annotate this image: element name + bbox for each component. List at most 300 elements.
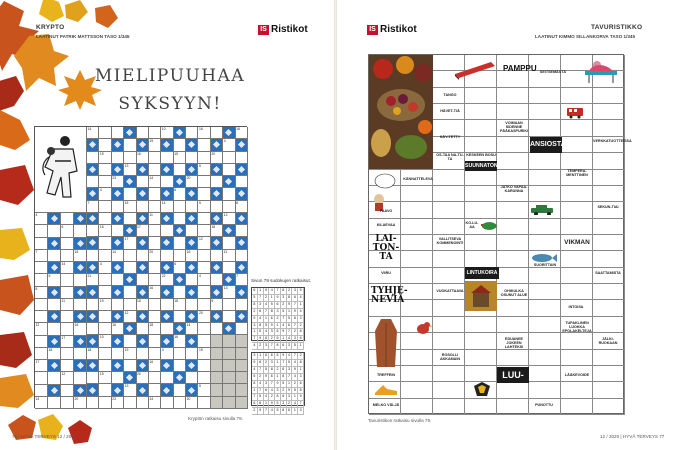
crossword-cell[interactable] — [124, 262, 136, 274]
tavuristikko-cell[interactable] — [401, 235, 433, 251]
tavuristikko-cell[interactable] — [529, 317, 561, 333]
crossword-cell[interactable] — [61, 311, 74, 323]
crossword-cell[interactable] — [186, 152, 198, 164]
tavuristikko-cell[interactable] — [433, 366, 465, 382]
crossword-cell[interactable] — [149, 274, 161, 286]
tavuristikko-cell[interactable] — [401, 186, 433, 202]
tavuristikko-cell[interactable] — [401, 219, 433, 235]
crossword-cell[interactable] — [87, 225, 99, 237]
crossword-cell[interactable] — [211, 176, 223, 188]
tavuristikko-cell[interactable] — [497, 350, 529, 366]
crossword-cell[interactable] — [35, 299, 48, 311]
tavuristikko-cell[interactable] — [497, 382, 529, 398]
crossword-cell[interactable] — [87, 323, 99, 335]
tavuristikko-cell[interactable] — [497, 153, 529, 169]
crossword-cell[interactable] — [112, 323, 124, 335]
crossword-cell[interactable] — [223, 262, 235, 274]
tavuristikko-cell[interactable] — [497, 268, 529, 284]
crossword-cell[interactable] — [186, 250, 198, 262]
crossword-cell[interactable] — [236, 152, 248, 164]
tavuristikko-cell[interactable] — [561, 186, 593, 202]
tavuristikko-cell[interactable] — [529, 88, 561, 104]
crossword-cell[interactable] — [99, 213, 111, 225]
crossword-cell[interactable] — [99, 176, 111, 188]
crossword-cell[interactable] — [87, 372, 99, 384]
tavuristikko-cell[interactable] — [529, 300, 561, 316]
tavuristikko-cell[interactable] — [497, 219, 529, 235]
crossword-cell[interactable] — [174, 384, 186, 396]
crossword-cell[interactable] — [223, 286, 235, 298]
crossword-cell[interactable] — [99, 311, 111, 323]
crossword-cell[interactable] — [149, 311, 161, 323]
crossword-cell[interactable] — [198, 372, 210, 384]
tavuristikko-cell[interactable] — [433, 268, 465, 284]
crossword-cell[interactable] — [87, 274, 99, 286]
crossword-cell[interactable] — [124, 348, 136, 360]
crossword-cell[interactable] — [223, 188, 235, 200]
tavuristikko-cell[interactable] — [529, 153, 561, 169]
crossword-cell[interactable] — [149, 152, 161, 164]
crossword-cell[interactable] — [186, 127, 198, 139]
crossword-cell[interactable] — [74, 323, 87, 335]
crossword-cell[interactable] — [61, 213, 74, 225]
crossword-cell[interactable] — [112, 127, 124, 139]
crossword-cell[interactable] — [223, 250, 235, 262]
crossword-cell[interactable] — [87, 250, 99, 262]
crossword-cell[interactable] — [174, 397, 186, 409]
crossword-cell[interactable] — [149, 335, 161, 347]
crossword-cell[interactable] — [161, 176, 173, 188]
crossword-cell[interactable] — [236, 299, 248, 311]
tavuristikko-cell[interactable] — [433, 186, 465, 202]
crossword-cell[interactable] — [99, 164, 111, 176]
crossword-cell[interactable] — [137, 397, 149, 409]
tavuristikko-cell[interactable] — [465, 104, 497, 120]
crossword-cell[interactable] — [198, 237, 210, 249]
tavuristikko-cell[interactable] — [593, 366, 625, 382]
crossword-cell[interactable] — [198, 188, 210, 200]
crossword-cell[interactable] — [112, 348, 124, 360]
crossword-cell[interactable] — [186, 176, 198, 188]
crossword-cell[interactable] — [124, 311, 136, 323]
crossword-cell[interactable] — [61, 348, 74, 360]
crossword-cell[interactable] — [161, 152, 173, 164]
crossword-cell[interactable] — [223, 237, 235, 249]
crossword-cell[interactable] — [35, 238, 48, 250]
tavuristikko-cell[interactable] — [433, 251, 465, 267]
tavuristikko-cell[interactable] — [529, 219, 561, 235]
crossword-cell[interactable] — [87, 348, 99, 360]
tavuristikko-cell[interactable] — [497, 399, 529, 415]
crossword-cell[interactable] — [174, 201, 186, 213]
crossword-cell[interactable] — [211, 225, 223, 237]
crossword-cell[interactable] — [99, 201, 111, 213]
crossword-cell[interactable] — [161, 323, 173, 335]
tavuristikko-cell[interactable] — [401, 202, 433, 218]
tavuristikko-cell[interactable] — [465, 333, 497, 349]
crossword-cell[interactable] — [174, 152, 186, 164]
crossword-cell[interactable] — [149, 213, 161, 225]
tavuristikko-cell[interactable] — [561, 202, 593, 218]
tavuristikko-cell[interactable] — [465, 366, 497, 382]
crossword-cell[interactable] — [149, 176, 161, 188]
crossword-cell[interactable] — [124, 250, 136, 262]
crossword-cell[interactable] — [161, 299, 173, 311]
tavuristikko-cell[interactable] — [593, 350, 625, 366]
tavuristikko-cell[interactable] — [401, 251, 433, 267]
crossword-cell[interactable] — [112, 372, 124, 384]
crossword-cell[interactable] — [99, 360, 111, 372]
tavuristikko-cell[interactable] — [529, 284, 561, 300]
tavuristikko-cell[interactable] — [497, 71, 529, 87]
crossword-cell[interactable] — [198, 250, 210, 262]
crossword-cell[interactable] — [35, 274, 48, 286]
tavuristikko-cell[interactable] — [433, 137, 465, 153]
tavuristikko-cell[interactable] — [593, 170, 625, 186]
crossword-cell[interactable] — [48, 250, 61, 262]
crossword-cell[interactable] — [137, 176, 149, 188]
crossword-cell[interactable] — [137, 201, 149, 213]
crossword-cell[interactable] — [112, 397, 124, 409]
crossword-cell[interactable] — [99, 274, 111, 286]
crossword-cell[interactable] — [149, 237, 161, 249]
crossword-cell[interactable] — [174, 139, 186, 151]
crossword-cell[interactable] — [87, 397, 99, 409]
tavuristikko-cell[interactable] — [465, 202, 497, 218]
crossword-cell[interactable] — [124, 213, 136, 225]
tavuristikko-cell[interactable] — [593, 219, 625, 235]
tavuristikko-cell[interactable] — [497, 104, 529, 120]
crossword-cell[interactable] — [198, 152, 210, 164]
crossword-cell[interactable] — [99, 225, 111, 237]
crossword-cell[interactable] — [112, 225, 124, 237]
crossword-cell[interactable] — [124, 397, 136, 409]
crossword-cell[interactable] — [35, 262, 48, 274]
tavuristikko-cell[interactable] — [497, 170, 529, 186]
tavuristikko-cell[interactable] — [497, 317, 529, 333]
tavuristikko-cell[interactable] — [465, 350, 497, 366]
crossword-cell[interactable] — [61, 238, 74, 250]
crossword-cell[interactable] — [161, 274, 173, 286]
crossword-cell[interactable] — [211, 299, 223, 311]
crossword-cell[interactable] — [87, 127, 99, 139]
crossword-cell[interactable] — [35, 336, 48, 348]
crossword-cell[interactable] — [174, 250, 186, 262]
crossword-cell[interactable] — [137, 299, 149, 311]
crossword-cell[interactable] — [35, 250, 48, 262]
tavuristikko-cell[interactable] — [529, 170, 561, 186]
crossword-cell[interactable] — [99, 286, 111, 298]
tavuristikko-cell[interactable] — [433, 317, 465, 333]
crossword-cell[interactable] — [99, 397, 111, 409]
tavuristikko-cell[interactable] — [593, 153, 625, 169]
crossword-cell[interactable] — [174, 360, 186, 372]
crossword-cell[interactable] — [174, 164, 186, 176]
crossword-cell[interactable] — [198, 323, 210, 335]
crossword-cell[interactable] — [198, 384, 210, 396]
crossword-cell[interactable] — [236, 323, 248, 335]
crossword-cell[interactable] — [149, 360, 161, 372]
crossword-cell[interactable] — [124, 299, 136, 311]
crossword-cell[interactable] — [161, 372, 173, 384]
crossword-cell[interactable] — [112, 250, 124, 262]
crossword-cell[interactable] — [112, 152, 124, 164]
crossword-cell[interactable] — [35, 311, 48, 323]
crossword-cell[interactable] — [124, 201, 136, 213]
crossword-cell[interactable] — [174, 262, 186, 274]
crossword-cell[interactable] — [149, 201, 161, 213]
crossword-cell[interactable] — [198, 348, 210, 360]
tavuristikko-cell[interactable] — [401, 399, 433, 415]
crossword-cell[interactable] — [35, 372, 48, 384]
crossword-cell[interactable] — [149, 262, 161, 274]
tavuristikko-cell[interactable] — [561, 219, 593, 235]
tavuristikko-cell[interactable] — [465, 235, 497, 251]
crossword-cell[interactable] — [87, 201, 99, 213]
crossword-cell[interactable] — [186, 372, 198, 384]
crossword-cell[interactable] — [35, 397, 48, 409]
tavuristikko-cell[interactable] — [497, 235, 529, 251]
crossword-cell[interactable] — [223, 164, 235, 176]
crossword-cell[interactable] — [198, 299, 210, 311]
crossword-cell[interactable] — [74, 372, 87, 384]
crossword-cell[interactable] — [112, 201, 124, 213]
crossword-cell[interactable] — [99, 372, 111, 384]
crossword-cell[interactable] — [61, 262, 74, 274]
tavuristikko-cell[interactable] — [465, 317, 497, 333]
tavuristikko-cell[interactable] — [593, 300, 625, 316]
crossword-cell[interactable] — [236, 176, 248, 188]
crossword-cell[interactable] — [161, 250, 173, 262]
tavuristikko-cell[interactable] — [497, 251, 529, 267]
crossword-cell[interactable] — [223, 213, 235, 225]
crossword-cell[interactable] — [61, 287, 74, 299]
tavuristikko-cell[interactable] — [561, 120, 593, 136]
tavuristikko-cell[interactable] — [593, 399, 625, 415]
crossword-cell[interactable] — [161, 397, 173, 409]
crossword-cell[interactable] — [186, 299, 198, 311]
crossword-cell[interactable] — [124, 188, 136, 200]
crossword-cell[interactable] — [198, 176, 210, 188]
crossword-cell[interactable] — [149, 286, 161, 298]
tavuristikko-cell[interactable] — [433, 170, 465, 186]
crossword-cell[interactable] — [74, 250, 87, 262]
crossword-cell[interactable] — [223, 152, 235, 164]
crossword-cell[interactable] — [99, 323, 111, 335]
crossword-cell[interactable] — [99, 299, 111, 311]
tavuristikko-cell[interactable] — [401, 268, 433, 284]
crossword-cell[interactable] — [198, 274, 210, 286]
crossword-cell[interactable] — [48, 299, 61, 311]
crossword-cell[interactable] — [87, 152, 99, 164]
crossword-cell[interactable] — [35, 385, 48, 397]
crossword-cell[interactable] — [99, 237, 111, 249]
crossword-cell[interactable] — [186, 397, 198, 409]
crossword-cell[interactable] — [61, 299, 74, 311]
crossword-cell[interactable] — [61, 372, 74, 384]
tavuristikko-cell[interactable] — [465, 88, 497, 104]
crossword-cell[interactable] — [198, 311, 210, 323]
crossword-cell[interactable] — [61, 360, 74, 372]
crossword-cell[interactable] — [174, 311, 186, 323]
crossword-cell[interactable] — [35, 323, 48, 335]
crossword-cell[interactable] — [112, 176, 124, 188]
crossword-cell[interactable] — [124, 335, 136, 347]
crossword-cell[interactable] — [174, 286, 186, 298]
tavuristikko-cell[interactable] — [497, 88, 529, 104]
crossword-cell[interactable] — [35, 360, 48, 372]
crossword-cell[interactable] — [124, 286, 136, 298]
crossword-cell[interactable] — [149, 384, 161, 396]
tavuristikko-cell[interactable] — [433, 202, 465, 218]
crossword-cell[interactable] — [99, 262, 111, 274]
crossword-cell[interactable] — [124, 237, 136, 249]
crossword-cell[interactable] — [74, 397, 87, 409]
crossword-cell[interactable] — [211, 323, 223, 335]
tavuristikko-cell[interactable] — [593, 235, 625, 251]
crossword-cell[interactable] — [149, 299, 161, 311]
tavuristikko-cell[interactable] — [433, 300, 465, 316]
tavuristikko-cell[interactable] — [529, 120, 561, 136]
crossword-cell[interactable] — [74, 299, 87, 311]
crossword-cell[interactable] — [48, 372, 61, 384]
crossword-cell[interactable] — [61, 225, 74, 237]
crossword-cell[interactable] — [99, 127, 111, 139]
crossword-cell[interactable] — [223, 139, 235, 151]
crossword-cell[interactable] — [61, 274, 74, 286]
crossword-cell[interactable] — [61, 250, 74, 262]
crossword-cell[interactable] — [99, 250, 111, 262]
tavuristikko-cell[interactable] — [529, 382, 561, 398]
crossword-cell[interactable] — [236, 274, 248, 286]
crossword-cell[interactable] — [124, 384, 136, 396]
crossword-cell[interactable] — [186, 225, 198, 237]
crossword-cell[interactable] — [198, 360, 210, 372]
crossword-cell[interactable] — [174, 299, 186, 311]
crossword-cell[interactable] — [137, 372, 149, 384]
tavuristikko-cell[interactable] — [593, 382, 625, 398]
crossword-cell[interactable] — [137, 274, 149, 286]
tavuristikko-cell[interactable] — [593, 284, 625, 300]
crossword-cell[interactable] — [149, 250, 161, 262]
crossword-cell[interactable] — [198, 201, 210, 213]
crossword-cell[interactable] — [99, 348, 111, 360]
crossword-cell[interactable] — [149, 188, 161, 200]
crossword-cell[interactable] — [174, 237, 186, 249]
tavuristikko-cell[interactable] — [529, 235, 561, 251]
crossword-cell[interactable] — [35, 348, 48, 360]
crossword-cell[interactable] — [99, 384, 111, 396]
crossword-cell[interactable] — [211, 127, 223, 139]
crossword-cell[interactable] — [149, 127, 161, 139]
tavuristikko-cell[interactable] — [593, 88, 625, 104]
tavuristikko-cell[interactable] — [561, 399, 593, 415]
crossword-cell[interactable] — [161, 225, 173, 237]
crossword-cell[interactable] — [211, 274, 223, 286]
tavuristikko-cell[interactable] — [593, 120, 625, 136]
crossword-cell[interactable] — [149, 397, 161, 409]
tavuristikko-cell[interactable] — [561, 137, 593, 153]
crossword-cell[interactable] — [198, 286, 210, 298]
crossword-cell[interactable] — [198, 164, 210, 176]
crossword-cell[interactable] — [174, 335, 186, 347]
tavuristikko-cell[interactable] — [529, 268, 561, 284]
crossword-cell[interactable] — [186, 201, 198, 213]
crossword-cell[interactable] — [174, 348, 186, 360]
crossword-cell[interactable] — [149, 323, 161, 335]
tavuristikko-cell[interactable] — [401, 350, 433, 366]
tavuristikko-cell[interactable] — [497, 137, 529, 153]
tavuristikko-cell[interactable] — [529, 350, 561, 366]
crossword-cell[interactable] — [99, 152, 111, 164]
crossword-cell[interactable] — [48, 225, 61, 237]
tavuristikko-cell[interactable] — [465, 120, 497, 136]
crossword-cell[interactable] — [236, 127, 248, 139]
crossword-cell[interactable] — [198, 335, 210, 347]
crossword-cell[interactable] — [174, 188, 186, 200]
crossword-cell[interactable] — [211, 250, 223, 262]
crossword-cell[interactable] — [137, 323, 149, 335]
crossword-cell[interactable] — [87, 299, 99, 311]
crossword-cell[interactable] — [61, 385, 74, 397]
tavuristikko-cell[interactable] — [465, 170, 497, 186]
crossword-cell[interactable] — [35, 225, 48, 237]
crossword-cell[interactable] — [198, 213, 210, 225]
crossword-cell[interactable] — [48, 323, 61, 335]
crossword-cell[interactable] — [137, 152, 149, 164]
crossword-cell[interactable] — [112, 274, 124, 286]
crossword-cell[interactable] — [124, 139, 136, 151]
crossword-cell[interactable] — [161, 348, 173, 360]
crossword-cell[interactable] — [236, 201, 248, 213]
crossword-cell[interactable] — [137, 225, 149, 237]
tavuristikko-cell[interactable] — [593, 186, 625, 202]
crossword-cell[interactable] — [124, 164, 136, 176]
crossword-cell[interactable] — [236, 250, 248, 262]
crossword-cell[interactable] — [99, 188, 111, 200]
crossword-cell[interactable] — [223, 201, 235, 213]
crossword-cell[interactable] — [198, 225, 210, 237]
tavuristikko-cell[interactable] — [561, 251, 593, 267]
tavuristikko-cell[interactable] — [497, 300, 529, 316]
crossword-cell[interactable] — [99, 139, 111, 151]
crossword-cell[interactable] — [223, 311, 235, 323]
tavuristikko-cell[interactable] — [465, 251, 497, 267]
crossword-cell[interactable] — [149, 225, 161, 237]
tavuristikko-cell[interactable] — [561, 153, 593, 169]
tavuristikko-cell[interactable] — [561, 333, 593, 349]
crossword-cell[interactable] — [48, 397, 61, 409]
crossword-cell[interactable] — [137, 127, 149, 139]
tavuristikko-cell[interactable] — [401, 300, 433, 316]
tavuristikko-cell[interactable] — [561, 350, 593, 366]
tavuristikko-cell[interactable] — [529, 104, 561, 120]
crossword-cell[interactable] — [61, 397, 74, 409]
tavuristikko-cell[interactable] — [433, 399, 465, 415]
tavuristikko-cell[interactable] — [561, 284, 593, 300]
tavuristikko-cell[interactable] — [593, 104, 625, 120]
tavuristikko-cell[interactable] — [561, 268, 593, 284]
crossword-cell[interactable] — [161, 127, 173, 139]
tavuristikko-cell[interactable] — [465, 137, 497, 153]
crossword-cell[interactable] — [87, 176, 99, 188]
crossword-cell[interactable] — [35, 213, 48, 225]
tavuristikko-cell[interactable] — [401, 366, 433, 382]
crossword-cell[interactable] — [48, 348, 61, 360]
crossword-cell[interactable] — [198, 397, 210, 409]
crossword-cell[interactable] — [74, 225, 87, 237]
crossword-cell[interactable] — [174, 213, 186, 225]
